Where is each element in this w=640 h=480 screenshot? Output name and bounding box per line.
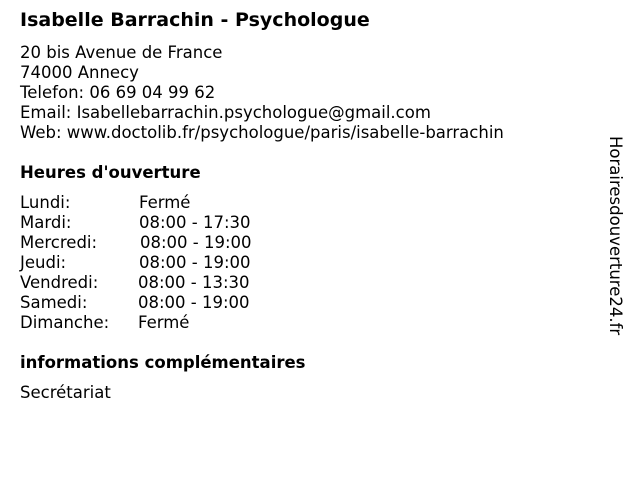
website-link: Web: www.doctolib.fr/psychologue/paris/isabelle-barrachin (20, 123, 504, 142)
email-address: Email: Isabellebarrachin.psychologue@gmail.com (20, 103, 431, 122)
address-city: 74000 Annecy (20, 63, 139, 82)
day-label: Mardi: (20, 213, 72, 232)
hours-value: 08:00 - 17:30 (139, 213, 251, 232)
day-label: Mercredi: (20, 233, 98, 252)
address-street: 20 bis Avenue de France (20, 43, 223, 62)
day-label: Jeudi: (20, 253, 67, 272)
hours-value: 08:00 - 19:00 (140, 233, 252, 252)
additional-info-item: Secrétariat (20, 383, 111, 402)
phone-number: Telefon: 06 69 04 99 62 (20, 83, 216, 102)
hours-value: 08:00 - 19:00 (138, 293, 250, 312)
hours-value: Fermé (139, 193, 191, 212)
site-watermark: Horairesdouverture24.fr (606, 136, 625, 336)
hours-value: Fermé (138, 313, 190, 332)
opening-hours-heading: Heures d'ouverture (20, 163, 201, 182)
page-title: Isabelle Barrachin - Psychologue (20, 9, 370, 31)
day-label: Vendredi: (20, 273, 99, 292)
additional-info-heading: informations complémentaires (20, 353, 306, 372)
day-label: Samedi: (20, 293, 88, 312)
hours-value: 08:00 - 13:30 (138, 273, 250, 292)
hours-value: 08:00 - 19:00 (139, 253, 251, 272)
day-label: Dimanche: (20, 313, 110, 332)
day-label: Lundi: (20, 193, 71, 212)
